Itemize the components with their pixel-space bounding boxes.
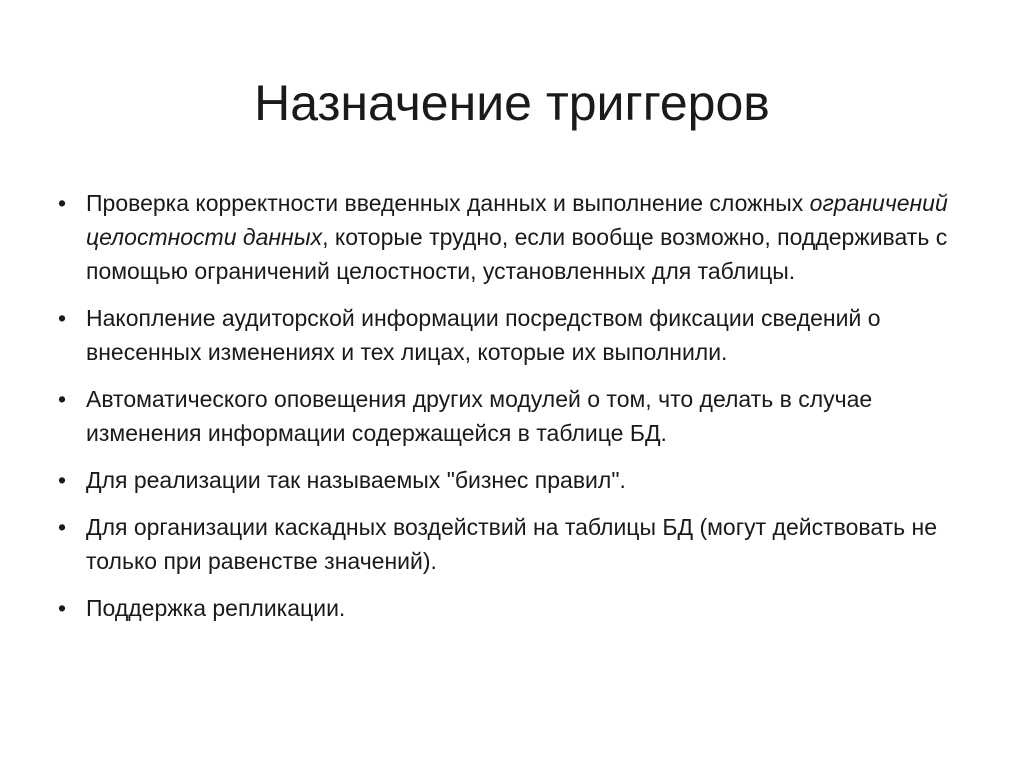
bullet-text: Накопление аудиторской информации посредством фиксации сведений о внесенных изменениях и тех лицах, которые их выполнили.: [86, 305, 881, 365]
bullet-icon: •: [58, 467, 67, 493]
slide-title: Назначение триггеров: [254, 75, 770, 131]
bullet-list: [58, 186, 978, 638]
bullet-icon: •: [58, 514, 67, 540]
bullet-item-replication: [58, 591, 978, 625]
bullet-text-pre: Проверка корректности введенных данных и выполнение сложных: [86, 190, 810, 216]
bullet-text-post: , которые трудно, если вообще возможно, поддерживать с помощью ограничений целостности, установленных для таблицы.: [86, 224, 948, 284]
bullet-text: Поддержка репликации.: [86, 595, 346, 621]
bullet-text: Автоматического оповещения других модулей о том, что делать в случае изменения информации содержащейся в таблице БД.: [86, 386, 873, 446]
bullet-item-audit: [58, 301, 978, 369]
bullet-text: Для реализации так называемых "бизнес правил".: [86, 467, 626, 493]
bullet-icon: •: [58, 305, 67, 331]
bullet-item-business-rules: [58, 463, 978, 497]
bullet-item-notification: [58, 382, 978, 450]
bullet-item-cascade: [58, 510, 978, 578]
bullet-text: Для организации каскадных воздействий на таблицы БД (могут действовать не только при равенстве значений).: [86, 514, 938, 574]
bullet-text-emphasis: ограничений целостности данных: [86, 190, 948, 250]
bullet-icon: •: [58, 190, 67, 216]
bullet-icon: •: [58, 386, 67, 412]
bullet-icon: •: [58, 595, 67, 621]
bullet-item-integrity: [58, 186, 978, 288]
